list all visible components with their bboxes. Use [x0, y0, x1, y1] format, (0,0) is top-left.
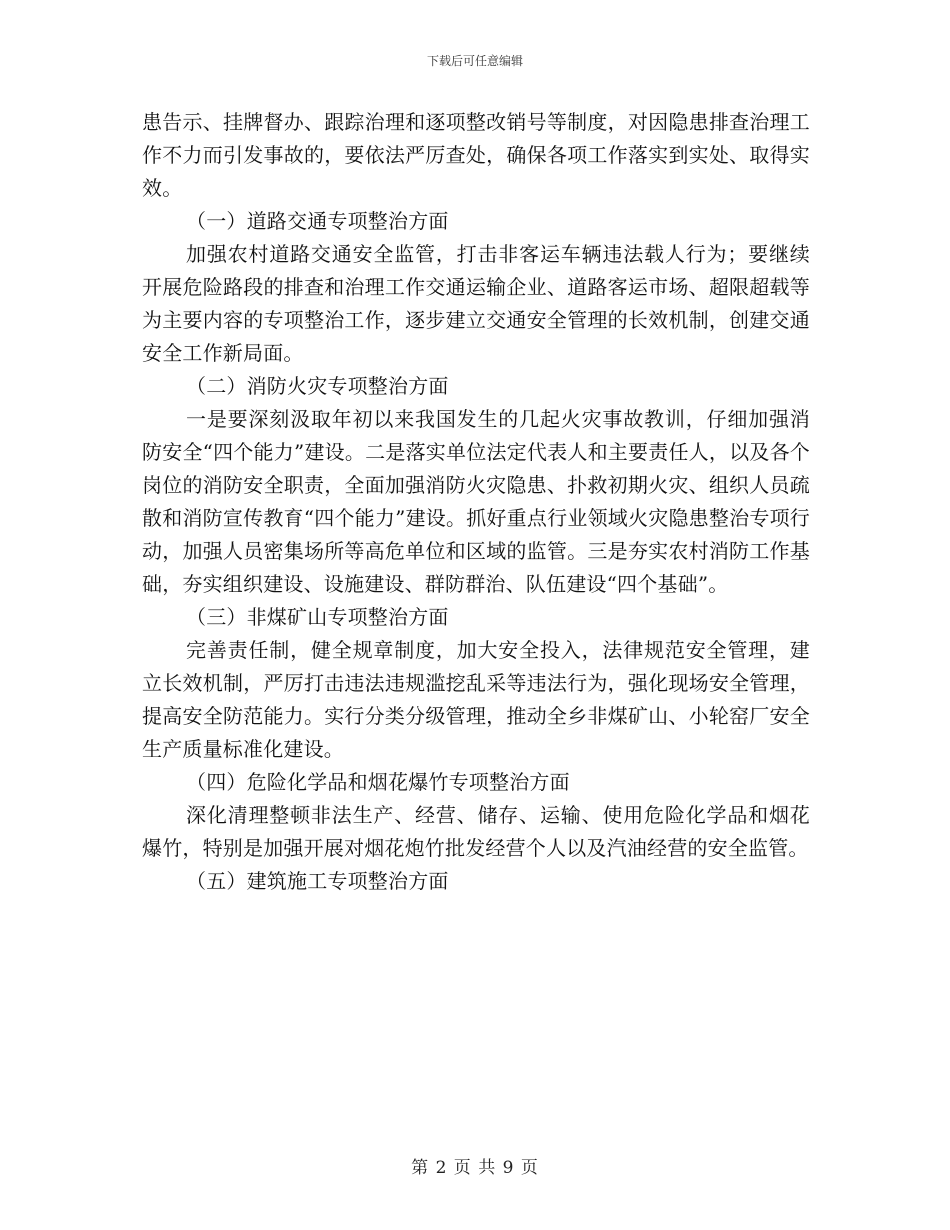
section-heading-fire: （二）消防火灾专项整治方面 [186, 374, 449, 398]
section-heading-construction: （五）建筑施工专项整治方面 [186, 869, 449, 893]
section-heading-road-traffic: （一）道路交通专项整治方面 [186, 209, 449, 233]
paragraph-fire: 一是要深刻汲取年初以来我国发生的几起火灾事故教训，仔细加强消防安全“四个能力”建设。二是落实单位法定代表人和主要责任人，以及各个岗位的消防安全职责，全面加强消防火灾隐患、扑救初期火灾、组织人员疏散和消防宣传教育“四个能力”建设。抓好重点行业领域火灾隐患整治专项行动，加强人员密集场所等高危单位和区域的监管。三是夯实农村消防工作基础，夯实组织建设、设施建设、群防群治、队伍建设“四个基础”。 [142, 407, 810, 596]
paragraph-hazardous-chemicals: 深化清理整顿非法生产、经营、储存、运输、使用危险化学品和烟花爆竹，特别是加强开展对烟花炮竹批发经营个人以及汽油经营的安全监管。 [142, 803, 810, 860]
header-note: 下载后可任意编辑 [426, 54, 523, 68]
paragraph-non-coal-mine: 完善责任制，健全规章制度，加大安全投入，法律规范安全管理，建立长效机制，严厉打击违法违规滥挖乱采等违法行为，强化现场安全管理，提高安全防范能力。实行分类分级管理，推动全乡非煤矿山、小轮窑厂安全生产质量标准化建设。 [142, 638, 810, 761]
section-heading-non-coal-mine: （三）非煤矿山专项整治方面 [186, 605, 449, 629]
document-body [142, 106, 810, 898]
section-heading-hazardous-chemicals: （四）危险化学品和烟花爆竹专项整治方面 [186, 770, 570, 794]
page-number-footer: 第 2 页 共 9 页 [411, 1158, 539, 1178]
paragraph-road-traffic: 加强农村道路交通安全监管，打击非客运车辆违法载人行为；要继续开展危险路段的排查和治理工作交通运输企业、道路客运市场、超限超载等为主要内容的专项整治工作，逐步建立交通安全管理的长效机制，创建交通安全工作新局面。 [142, 242, 810, 365]
paragraph-intro: 患告示、挂牌督办、跟踪治理和逐项整改销号等制度，对因隐患排查治理工作不力而引发事故的，要依法严厉查处，确保各项工作落实到实处、取得实效。 [142, 110, 810, 200]
